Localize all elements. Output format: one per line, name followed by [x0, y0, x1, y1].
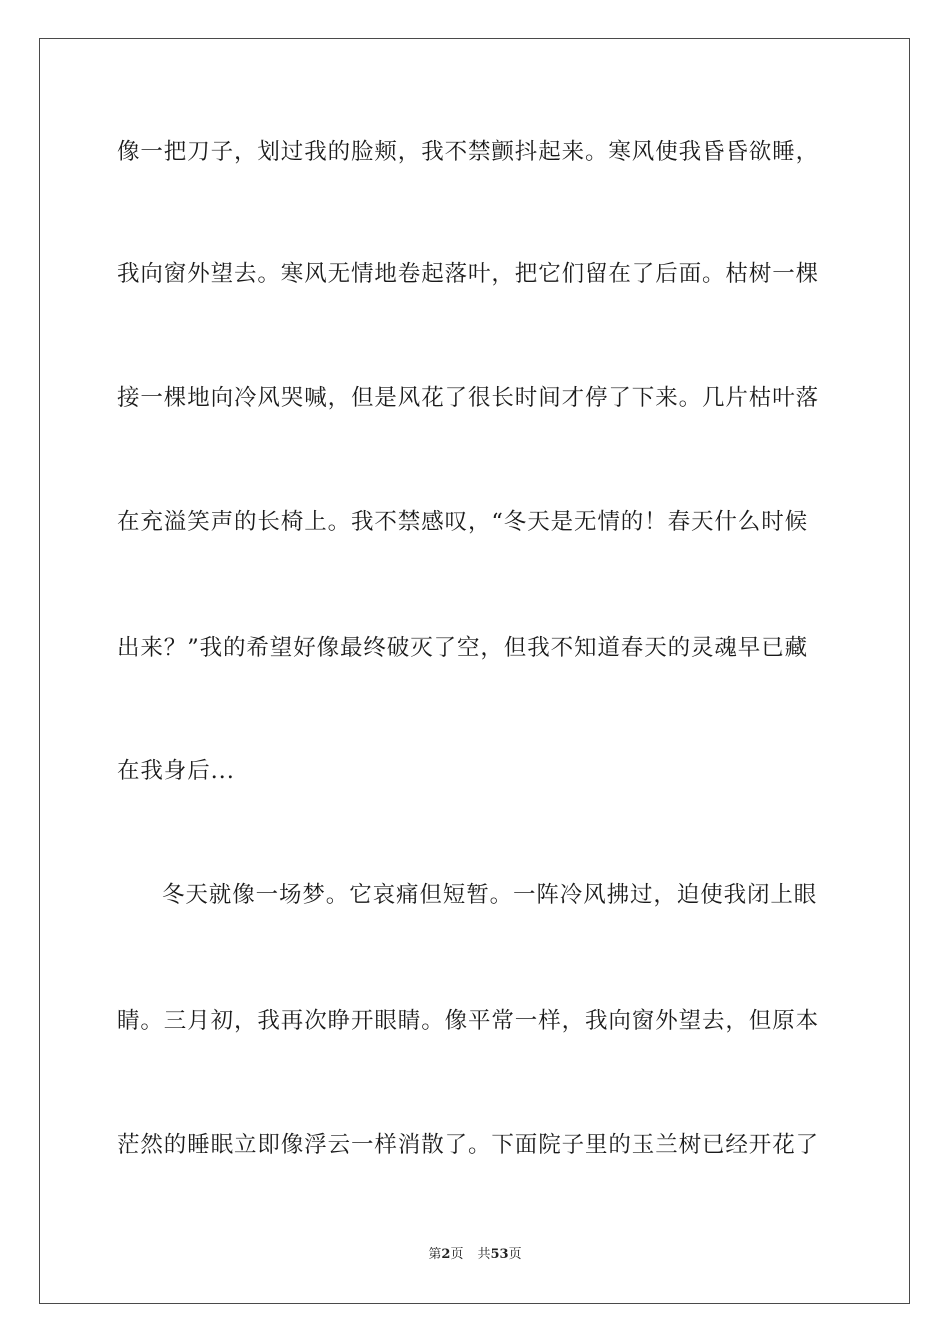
body-line-9: 茫然的睡眠立即像浮云一样消散了。下面院子里的玉兰树已经开花了 — [117, 1132, 820, 1158]
footer-page-prefix: 第 — [428, 1247, 442, 1262]
body-line-3: 接一棵地向冷风哭喊，但是风花了很长时间才停了下来。几片枯叶落 — [117, 385, 820, 411]
footer-page-suffix: 页 — [450, 1247, 464, 1262]
page-footer — [0, 1246, 950, 1264]
body-line-8: 睛。三月初，我再次睁开眼睛。像平常一样，我向窗外望去，但原本 — [117, 1008, 820, 1034]
footer-total-suffix: 页 — [508, 1247, 522, 1262]
body-line-2: 我向窗外望去。寒风无情地卷起落叶，把它们留在了后面。枯树一棵 — [117, 261, 820, 287]
body-line-1: 像一把刀子，划过我的脸颊，我不禁颤抖起来。寒风使我昏昏欲睡， — [117, 139, 820, 165]
body-line-6: 在我身后... — [117, 758, 235, 784]
page-border — [39, 38, 910, 1304]
footer-total-prefix: 共 — [477, 1247, 491, 1262]
body-line-5: 出来？”我的希望好像最终破灭了空，但我不知道春天的灵魂早已藏 — [117, 635, 809, 661]
body-line-7: 冬天就像一场梦。它哀痛但短暂。一阵冷风拂过，迫使我闭上眼 — [162, 882, 818, 908]
footer-total-pages: 53 — [490, 1247, 509, 1262]
body-line-4: 在充溢笑声的长椅上。我不禁感叹，“冬天是无情的！春天什么时候 — [117, 509, 809, 535]
footer-page-number: 2 — [441, 1247, 451, 1262]
